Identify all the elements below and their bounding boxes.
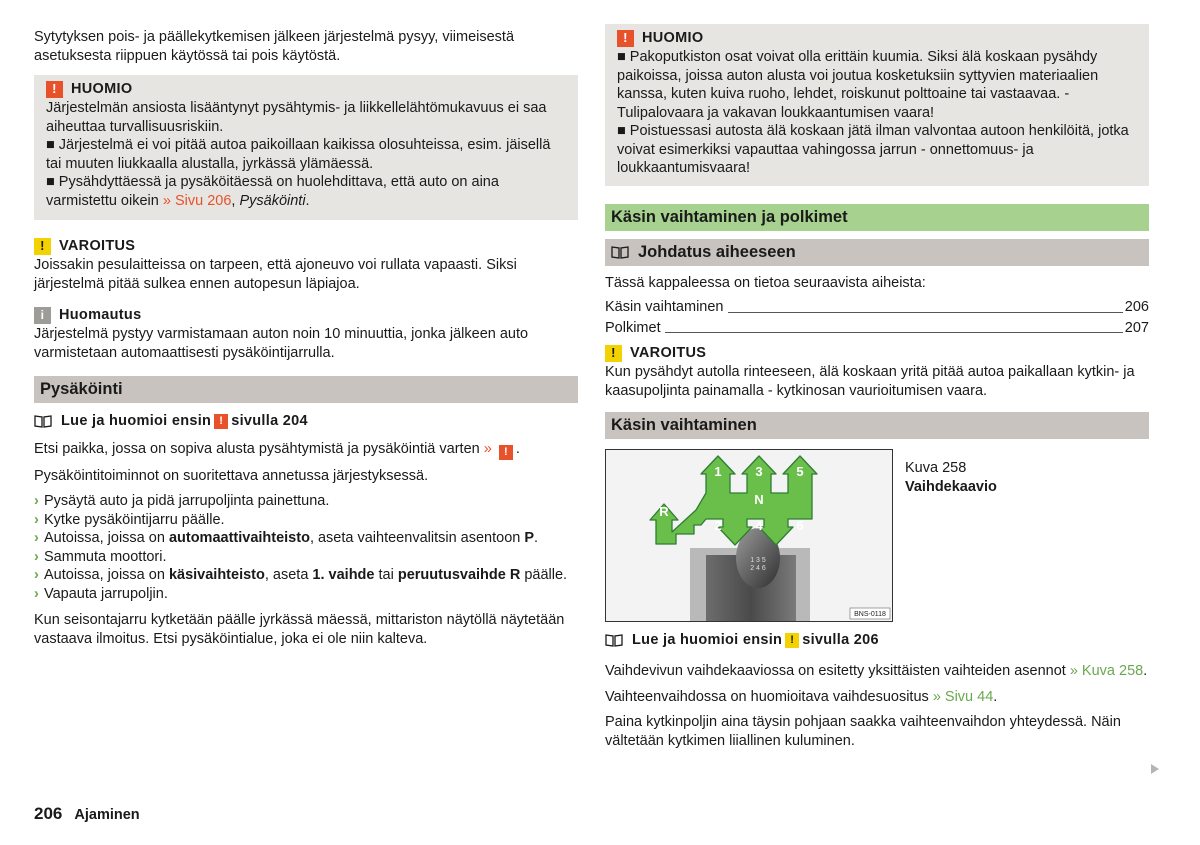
gear-diagram-image <box>605 449 893 622</box>
read-first-line: Lue ja huomioi ensin ! sivulla 204 <box>34 411 578 431</box>
warning-icon: ! <box>46 81 63 98</box>
figure-title: Vaihdekaavio <box>905 478 997 495</box>
figure-link[interactable]: » Kuva 258 <box>1069 663 1144 679</box>
book-icon <box>605 634 623 647</box>
gear-label: 6 <box>796 518 804 533</box>
paragraph-order: Pysäköintitoiminnot on suoritettava annetussa järjestyksessä. <box>34 467 429 484</box>
list-item: › Autoissa, joissa on käsivaihteisto, aseta 1. vaihde tai peruutusvaihde R päälle. <box>34 567 568 584</box>
warning-text-2: ■ Järjestelmä ei voi pitää autoa paikoillaan kaikissa olosuhteissa, esim. jäisellä tai muuten liukkaalla alustalla, jyrkässä ylämäessä. <box>46 137 551 172</box>
gear-label: 2 <box>714 518 722 533</box>
page-number: 206 <box>34 804 63 823</box>
caution-block <box>34 236 578 293</box>
caution-icon: ! <box>605 345 622 362</box>
warning-link[interactable]: » <box>483 441 492 457</box>
figure-caption <box>905 459 997 622</box>
note-text: Järjestelmä pystyy varmistamaan auton noin 10 minuuttia, jonka jälkeen auto varmistetaan automaattisesti pysäköintijarrulla. <box>34 326 529 361</box>
chapter-name: Ajaminen <box>74 807 140 823</box>
warning-icon: ! <box>499 445 513 460</box>
gear-label: R <box>659 504 669 519</box>
warning-box-huomio <box>34 75 578 220</box>
warning-title: HUOMIO <box>642 29 704 46</box>
next-page-arrow-icon[interactable] <box>1150 763 1160 775</box>
paragraph-slope: Kun seisontajarru kytketään päälle jyrkässä mäessä, mittariston näytöllä näytetään vastaava ilmoitus. Etsi pysäköintialue, joka ei ole niin kalteva. <box>34 612 565 647</box>
caution-icon: ! <box>34 238 51 255</box>
warning-text-1: ■ Pakoputkiston osat voivat olla erittäin kuumia. Siksi älä koskaan pysähdy paikoissa, joissa auton alusta voi joutua kosketuksiin syttyvien materiaalien kanssa, kuten kuiva ruoho, lehdet, roiskunut polttoaine tai vastaavaa. - Tulipalovaara ja vakavan loukkaantumisen vaara! <box>617 49 1099 121</box>
steps-list <box>34 492 578 603</box>
list-item: › Autoissa, joissa on automaattivaihteisto, aseta vaihteenvalitsin asentoon P. <box>34 530 539 547</box>
caution-header <box>34 236 578 256</box>
gear-label: 5 <box>796 464 804 479</box>
warning-icon: ! <box>617 30 634 47</box>
warning-text-3: ■ Pysähdyttäessä ja pysäköitäessä on huolehdittava, että auto on aina varmistettu oikein » Sivu 206, Pysäköinti. <box>46 174 499 209</box>
list-item: › Pysäytä auto ja pidä jarrupoljinta painettuna. <box>34 493 330 510</box>
info-icon: i <box>34 307 51 324</box>
toc-list <box>605 298 1149 337</box>
caution-header <box>605 343 1149 363</box>
page-footer <box>34 805 140 825</box>
paragraph-diagram: Vaihdevivun vaihdekaaviossa on esitetty yksittäisten vaihteiden asennot » Kuva 258. <box>605 663 1148 679</box>
right-column <box>605 24 1149 750</box>
note-block <box>34 305 578 362</box>
figure-code: BNS-0118 <box>854 611 886 618</box>
gear-label: 3 <box>755 464 763 479</box>
warning-box-huomio-right <box>605 24 1149 186</box>
caution-text: Kun pysähdyt autolla rinteeseen, älä koskaan yritä pitää autoa paikallaan kytkin- ja kaasupoljinta painamalla - kytkinosan vaurioitumisen vaara. <box>605 364 1135 399</box>
note-header <box>34 305 578 325</box>
book-icon <box>611 246 629 259</box>
note-title: Huomautus <box>59 306 142 323</box>
section-heading-intro: Johdatus aiheeseen <box>605 239 1149 266</box>
paragraph-clutch: Paina kytkinpoljin aina täysin pohjaan saakka vaihteenvaihdon yhteydessä. Näin vältetään kytkimen liiallinen kuluminen. <box>605 714 1121 749</box>
read-first-line: Lue ja huomioi ensin ! sivulla 206 <box>605 630 1149 650</box>
caution-title: VAROITUS <box>630 344 707 361</box>
warning-header <box>46 79 566 99</box>
section-heading-pysakointi: Pysäköinti <box>34 376 578 403</box>
warning-header <box>617 28 1137 48</box>
page-link-44[interactable]: » Sivu 44 <box>932 688 994 705</box>
paragraph-find-place: Etsi paikka, jossa on sopiva alusta pysähtymistä ja pysäköintiä varten » ! . <box>34 441 520 458</box>
paragraph-recommendation: Vaihteenvaihdossa on huomioitava vaihdesuositus » Sivu 44. <box>605 688 998 705</box>
figure <box>605 449 1149 622</box>
page-link-206[interactable]: » Sivu 206 <box>162 192 232 209</box>
section-heading-main: Käsin vaihtaminen ja polkimet <box>605 204 1149 231</box>
figure-number: Kuva 258 <box>905 460 967 476</box>
book-icon <box>34 415 52 428</box>
caution-text: Joissakin pesulaitteissa on tarpeen, että ajoneuvo voi rullata vapaasti. Siksi järjestelmä pitää sulkea ennen autopesun läpiajoa. <box>34 257 517 292</box>
toc-item[interactable]: Polkimet 207 <box>605 319 1149 336</box>
gear-label: 4 <box>755 518 763 533</box>
toc-item[interactable]: Käsin vaihtaminen 206 <box>605 299 1149 315</box>
intro-paragraph: Sytytyksen pois- ja päällekytkemisen jälkeen järjestelmä pysyy, viimeisestä asetuksesta riippuen käytössä tai pois käytöstä. <box>34 29 515 64</box>
warning-text-1: Järjestelmän ansiosta lisääntynyt pysähtymis- ja liikkellelähtömukavuus ei saa aiheuttaa turvallisuusriskiin. <box>46 100 547 135</box>
caution-block <box>605 343 1149 400</box>
list-item: › Sammuta moottori. <box>34 548 167 565</box>
gear-label: 1 <box>714 464 722 479</box>
caution-title: VAROITUS <box>59 237 136 254</box>
intro-text: Tässä kappaleessa on tietoa seuraavista aiheista: <box>605 274 926 291</box>
list-item: › Kytke pysäköintijarru päälle. <box>34 511 225 528</box>
svg-text:1 3 5: 1 3 5 <box>750 557 766 564</box>
warning-icon: ! <box>214 414 228 429</box>
svg-text:2 4 6: 2 4 6 <box>750 565 766 572</box>
caution-icon: ! <box>785 633 799 648</box>
left-column <box>34 24 578 648</box>
list-item: › Vapauta jarrupoljin. <box>34 585 168 602</box>
section-heading-shift: Käsin vaihtaminen <box>605 412 1149 439</box>
warning-title: HUOMIO <box>71 80 133 97</box>
gear-label: N <box>754 492 764 507</box>
warning-text-2: ■ Poistuessasi autosta älä koskaan jätä ilman valvontaa autoon henkilöitä, jotka voivat esimerkiksi vapauttaa vahingossa jarrun - onnettomuus- ja loukkaantumisvaara! <box>617 123 1129 176</box>
shift-pattern-arrows <box>650 456 817 545</box>
